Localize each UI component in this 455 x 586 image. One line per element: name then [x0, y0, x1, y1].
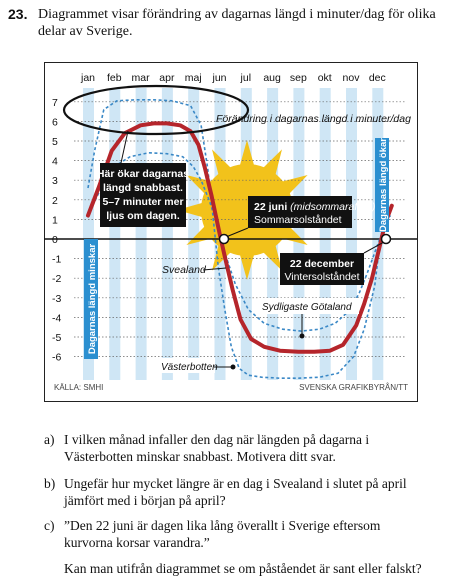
x-tick-label: maj	[184, 72, 202, 84]
chart-svg	[44, 62, 418, 402]
x-tick-label: jun	[212, 72, 227, 84]
label-vasterbotten: Västerbotten	[161, 362, 218, 373]
callout-summer-line: Sommarsolståndet	[254, 214, 342, 226]
label-svealand: Svealand	[162, 264, 206, 276]
y-tick-label: 5	[52, 136, 58, 148]
subquestion-label: b)	[44, 476, 56, 491]
callout-spring-line: 5–7 minuter mer	[102, 196, 184, 208]
y-tick-label: -3	[52, 292, 62, 305]
subquestion-followup: Kan man utifrån diagrammet se om påståendet är sant eller falskt?	[64, 561, 422, 576]
x-tick-label: dec	[368, 72, 386, 84]
badge-decrease-label: Dagarnas längd minskar	[87, 243, 98, 355]
question-text: Diagrammet visar förändring av dagarnas längd i minuter/dag för olika delar av Sverige.	[38, 7, 436, 39]
y-tick-label: 1	[52, 214, 58, 227]
month-stripe	[162, 88, 173, 380]
summer-solstice-marker	[220, 235, 229, 244]
label-marker-dot	[300, 334, 305, 339]
subquestion-text: ”Den 22 juni är dagen lika lång överallt i Sverige eftersom kurvorna korsar varandra.”	[64, 518, 381, 550]
subquestion-label: a)	[44, 432, 55, 447]
winter-solstice-marker	[382, 235, 391, 244]
y-tick-label: -5	[52, 332, 62, 344]
y-tick-label: 7	[52, 96, 58, 109]
callout-winter-line: 22 december	[289, 258, 355, 270]
x-tick-label: mar	[131, 72, 150, 84]
source-left: KÄLLA: SMHI	[54, 383, 104, 392]
callout-winter-line: Vintersolståndet	[284, 271, 360, 283]
subquestion-text: I vilken månad infaller den dag när längden på dagarna i Västerbotten minskar snabbast. Motivera ditt svar.	[64, 432, 370, 464]
y-tick-label: -4	[52, 312, 62, 325]
x-tick-label: nov	[342, 72, 360, 84]
y-tick-label: -1	[52, 253, 62, 266]
x-tick-label: jul	[240, 72, 252, 84]
x-tick-label: okt	[317, 72, 332, 84]
badge-increase-label: Dagarnas längd ökar	[378, 138, 389, 232]
x-tick-label: aug	[263, 72, 281, 84]
callout-spring-line: Här ökar dagarnas	[96, 168, 190, 180]
callout-spring-line: ljus om dagen.	[106, 210, 180, 222]
month-stripe	[136, 88, 147, 380]
y-tick-label: 6	[52, 116, 58, 129]
subquestion-text: Ungefär hur mycket längre är en dag i Svealand i slutet på april jämfört med i början på april?	[64, 476, 407, 508]
plot-title: Förändring i dagarnas längd i minuter/dag	[216, 113, 411, 125]
y-tick-label: -2	[52, 273, 62, 286]
subquestion-label: c)	[44, 518, 55, 533]
label-gotaland: Sydligaste Götaland	[262, 302, 352, 313]
y-tick-label: 4	[52, 155, 58, 168]
day-length-chart	[44, 62, 418, 402]
y-tick-label: 2	[52, 194, 58, 207]
y-tick-label: 0	[52, 234, 58, 246]
month-stripe	[320, 88, 331, 380]
x-tick-label: sep	[289, 72, 307, 84]
y-tick-label: -6	[52, 351, 62, 364]
y-tick-label: 3	[52, 175, 58, 188]
x-tick-label: feb	[106, 72, 122, 84]
x-tick-label: apr	[159, 72, 175, 84]
source-right: SVENSKA GRAFIKBYRÅN/TT	[299, 383, 408, 392]
callout-spring-line: längd snabbast.	[103, 182, 183, 194]
question-number: 23.	[8, 6, 28, 22]
callout-summer-line: 22 juni (midsommarafton)	[254, 201, 376, 213]
label-marker-dot	[231, 365, 236, 370]
x-tick-label: jan	[80, 72, 96, 84]
